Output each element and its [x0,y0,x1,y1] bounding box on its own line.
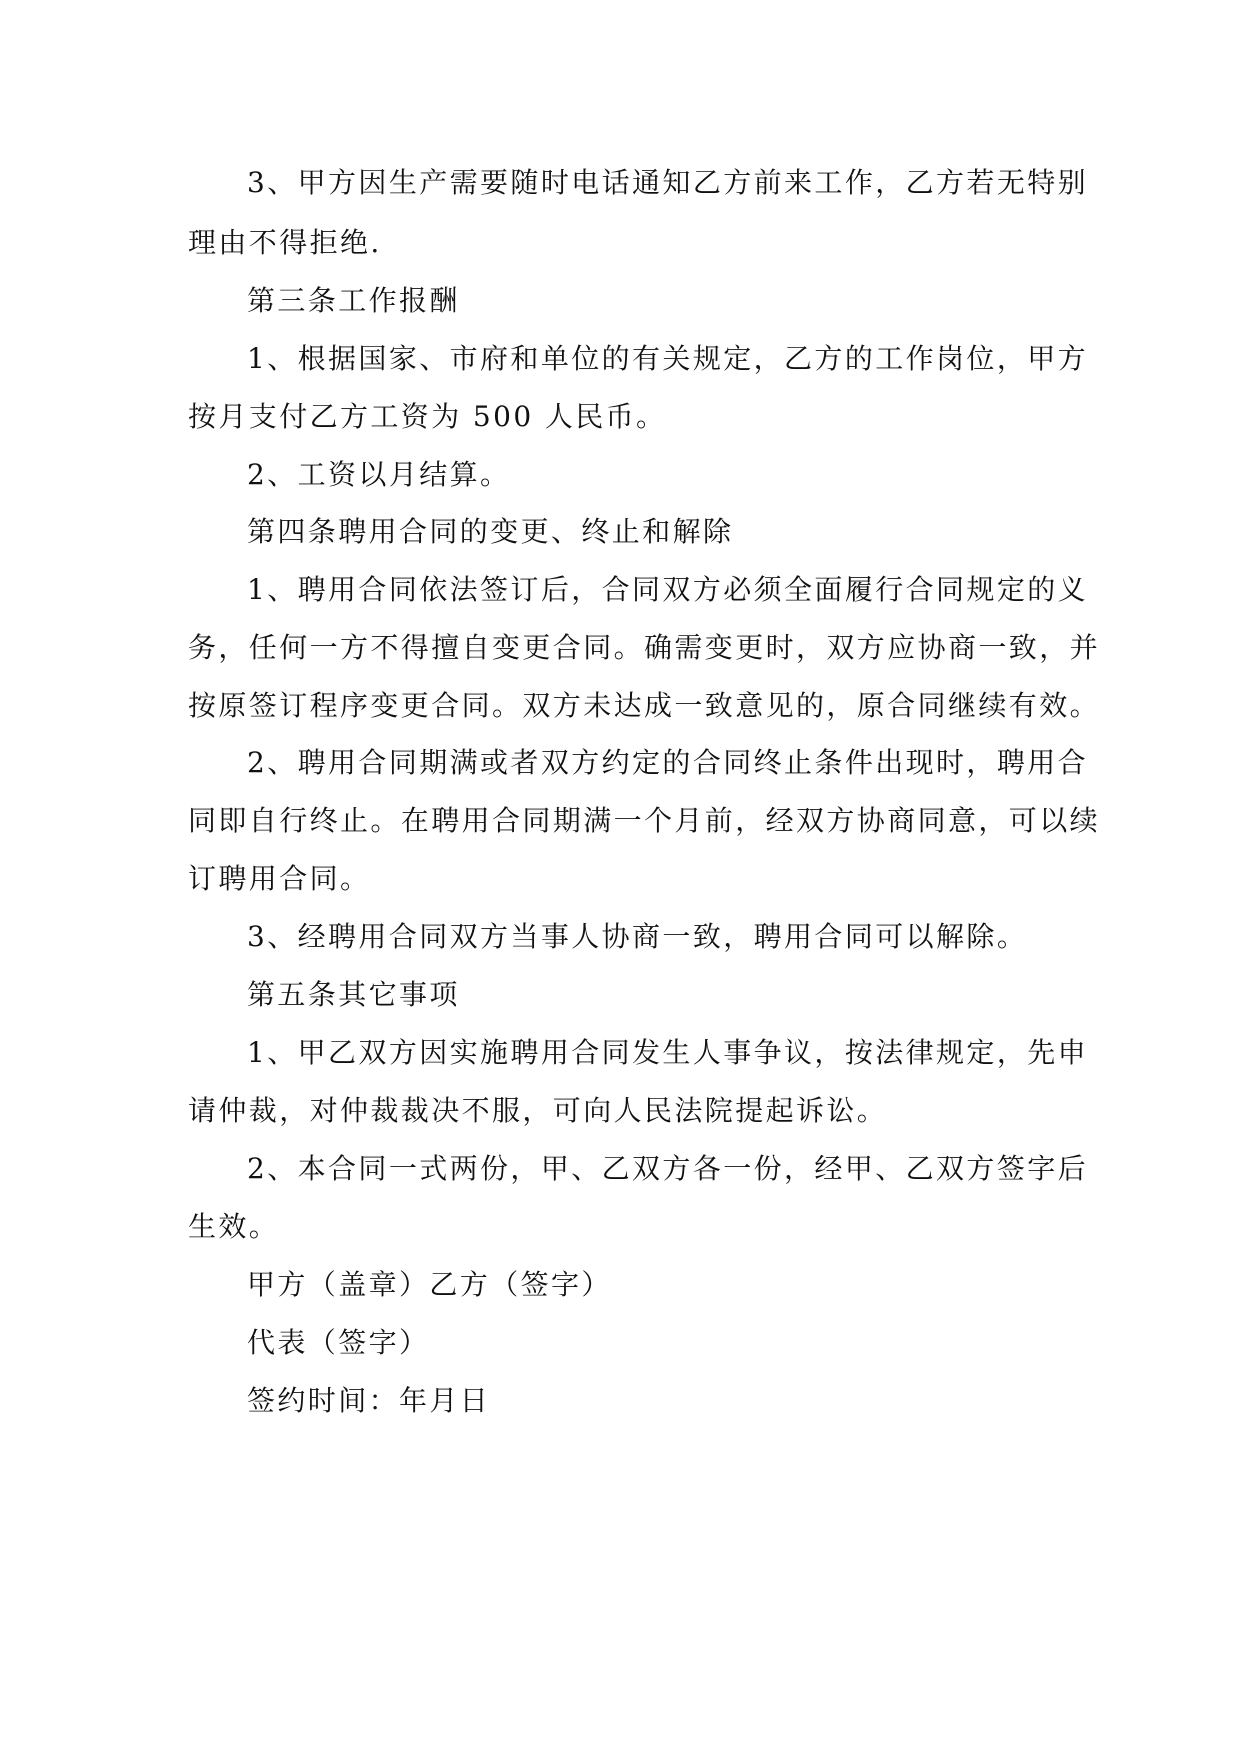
clause-4-3: 3、经聘用合同双方当事人协商一致，聘用合同可以解除。 [247,920,1028,953]
article-4-heading: 第四条聘用合同的变更、终止和解除 [247,515,734,548]
clause-3-3-line-1: 3、甲方因生产需要随时电话通知乙方前来工作，乙方若无特别 [247,166,1089,199]
clause-5-2-line-1: 2、本合同一式两份，甲、乙双方各一份，经甲、乙双方签字后 [247,1152,1089,1185]
article-5-heading: 第五条其它事项 [247,978,460,1011]
clause-5-1-line-2: 请仲裁，对仲裁裁决不服，可向人民法院提起诉讼。 [188,1094,888,1127]
clause-4-2-line-3: 订聘用合同。 [188,862,371,895]
representative-signature-line: 代表（签字） [247,1326,430,1359]
clause-4-1-line-3: 按原签订程序变更合同。双方未达成一致意见的，原合同继续有效。 [188,689,1101,722]
article-3-heading: 第三条工作报酬 [247,284,460,317]
clause-5-1-line-1: 1、甲乙双方因实施聘用合同发生人事争议，按法律规定，先申 [247,1036,1089,1069]
clause-4-2-line-2: 同即自行终止。在聘用合同期满一个月前，经双方协商同意，可以续 [188,804,1101,837]
clause-3-1-line-1: 1、根据国家、市府和单位的有关规定，乙方的工作岗位，甲方 [247,342,1089,375]
clause-4-1-line-1: 1、聘用合同依法签订后，合同双方必须全面履行合同规定的义 [247,573,1089,606]
clause-4-2-line-1: 2、聘用合同期满或者双方约定的合同终止条件出现时，聘用合 [247,746,1089,779]
clause-3-1-line-2: 按月支付乙方工资为 500 人民币。 [188,400,667,433]
signing-date-line: 签约时间：年月日 [247,1384,491,1417]
clause-4-1-line-2: 务，任何一方不得擅自变更合同。确需变更时，双方应协商一致，并 [188,631,1101,664]
clause-3-3-line-2: 理由不得拒绝. [188,226,382,259]
clause-5-2-line-2: 生效。 [188,1210,280,1243]
signature-parties-line: 甲方（盖章）乙方（签字） [247,1268,612,1301]
clause-3-2: 2、工资以月结算。 [247,458,511,491]
